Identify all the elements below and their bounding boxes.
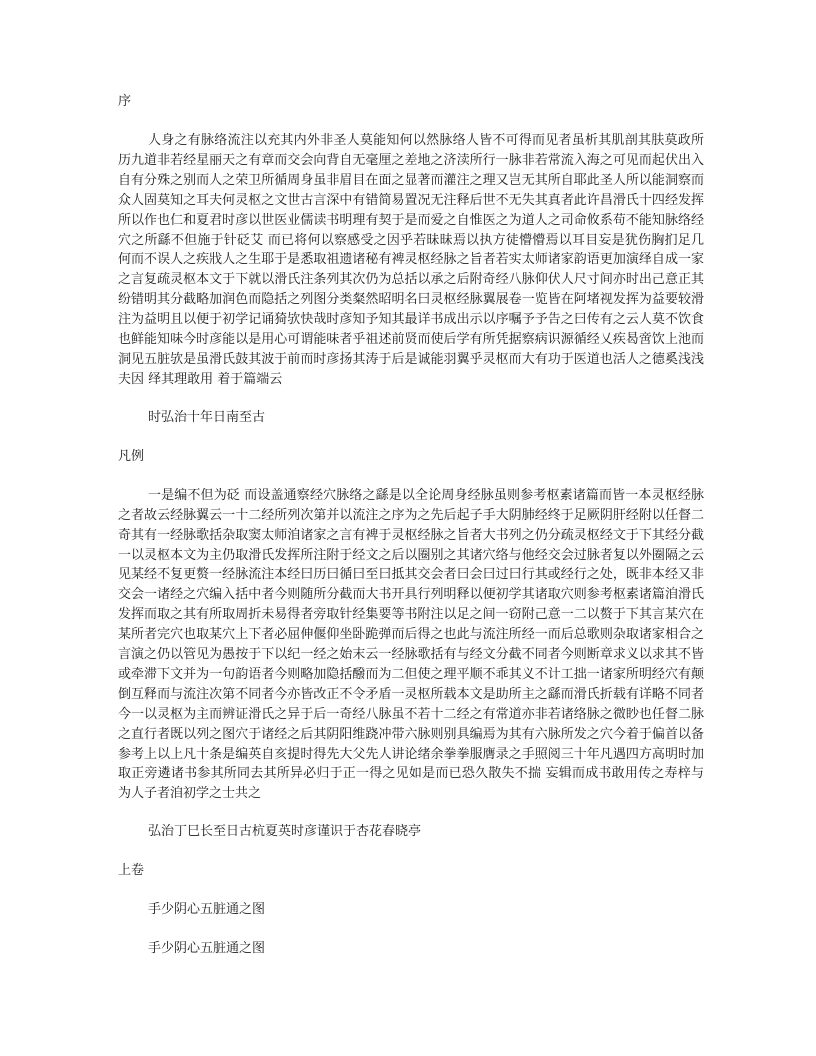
toc-item[interactable]: 手少阴心五脏通之图 bbox=[148, 902, 266, 918]
volume-heading: 上卷 bbox=[118, 863, 145, 879]
toc-item[interactable]: 手少阴心五脏通之图 bbox=[148, 941, 266, 957]
fanli-paragraph: 一是编不但为砭 而设盖通察经穴脉络之繇是以全论周身经脉虽则参考枢素诸篇而皆一本灵枢经脉之者故云经脉翼云一十二经所列次第并以流注之序为之先后起子手大阴肺经终于足厥阴肝经附以任督二奇其有一经脉歌括杂取窦太师洎诸家之言有裨于灵枢经脉之旨者大书列之仍分疏灵枢经文于下其经分截一以灵枢本文为主仍取滑氏发挥所注附于经文之后以圈别之其诸穴络与他经交会过脉者复以外圈隔之云见某经不复更赘一经脉流注本经曰历曰循曰至曰抵其交会者曰会曰过曰行其或经行之处，既非本经又非交会一诸经之穴编入括中者今则随所分截而大书开具行列明释以便初学其诸取穴则参考枢素诸篇洎滑氏发挥而取之其有所取周折未易得者旁取针经集要等书附注以足之间一窃附己意一二以赘于下其言某穴在某所者完穴也取某穴上下者必屈伸偃仰坐卧跪弹而后得之也此与流注所经一而后总歌则杂取诸家相合之言演之仍以管见为愚按于下以纪一经之始末云一经脉歌括有与经文分截不同者今则断章求义以求其不皆或牵滞下文并为一句韵语者今则略加隐括醱而为二但使之理平顺不乖其义不计工拙一诸家所明经穴有颠倒互释而与流注次第不同者今亦皆改正不令矛盾一灵枢所载本文是助所主之繇而滑氏折载有详略不同者今一以灵枢为主而辨证滑氏之异于后一奇经八脉虽不若十二经之有常道亦非若诸络脉之微眇也任督二脉之直行者既以列之图穴于诸经之后其阴阳维跷冲带六脉则别具编焉为其有六脉所发之穴今着于偏首以备参考上以上凡十条是编英自亥提时得先大父先人讲论绪余拳拳服膺录之手照阅三十年凡遇四方高明时加取正旁遴诸书参其所同去其所异必归于正一得之见如是而已恐久散失不揣 妄辑而成书敢用传之寿梓与为人子者洎初学之士共之 bbox=[118, 487, 704, 802]
fanli-heading: 凡例 bbox=[118, 448, 145, 464]
preface-heading: 序 bbox=[118, 94, 132, 109]
fanli-dateline: 弘治丁巳长至日古杭夏英时彦谨识于杏花春晓亭 bbox=[148, 824, 422, 840]
preface-dateline: 时弘治十年日南至古 bbox=[148, 409, 266, 425]
preface-paragraph: 人身之有脉络流注以充其内外非圣人莫能知何以然脉络人皆不可得而见者虽析其肌剖其肤莫政所历九道非若经星丽天之有章而交会向背自无毫厘之差地之济渎所行一脉非若常流入海之可见而起伏出入自有分殊之别而人之荣卫所循周身虽非眉目在面之显著而灌注之理又岂无其所自耶此圣人所以能洞察而众人固莫知之耳夫何灵枢之文世古言深中有错简易置况无注释后世不无失其真者此许昌滑氏十四经发挥所以作也仁和夏君时彦以世医业儒读书明理有契于是而爱之自惟医之为道人之司命攸系苟不能知脉络经穴之所繇不但施于针砭艾 而已将何以察感受之因乎若昧昧焉以执方徒懵懵焉以耳目妄是犹伤胸扪足几何而不误人之疾戕人之生耶于是悉取祖遗诸秘有裨灵枢经脉之旨者若实太师诸家韵语更加演绎自成一家之言复疏灵枢本文于下就以滑氏注条列其次仍为总括以承之后附奇经八脉仰伏人尺寸间亦时出己意正其纷错明其分截略加润色而隐括之列图分类粲然昭明名曰灵枢经脉翼展卷一览皆在阿堵视发挥为益要较滑注为益明且以便于初学记诵猗欤快哉时彦知予知其最详书成出示以序嘱予予告之曰传有之云人莫不饮食也鲜能知味今时彦能以是用心可谓能味者乎祖述前贤而使后学有所凭据察病识源循经乂疾曷啻饮上池而洞见五脏欤是虽滑氏鼓其波于前而时彦扬其涛于后是诚能羽翼乎灵枢而大有功于医道也活人之德奚浅浅夫因 绎其理敢用 着于篇端云 bbox=[118, 133, 704, 387]
document-content bbox=[118, 92, 704, 978]
